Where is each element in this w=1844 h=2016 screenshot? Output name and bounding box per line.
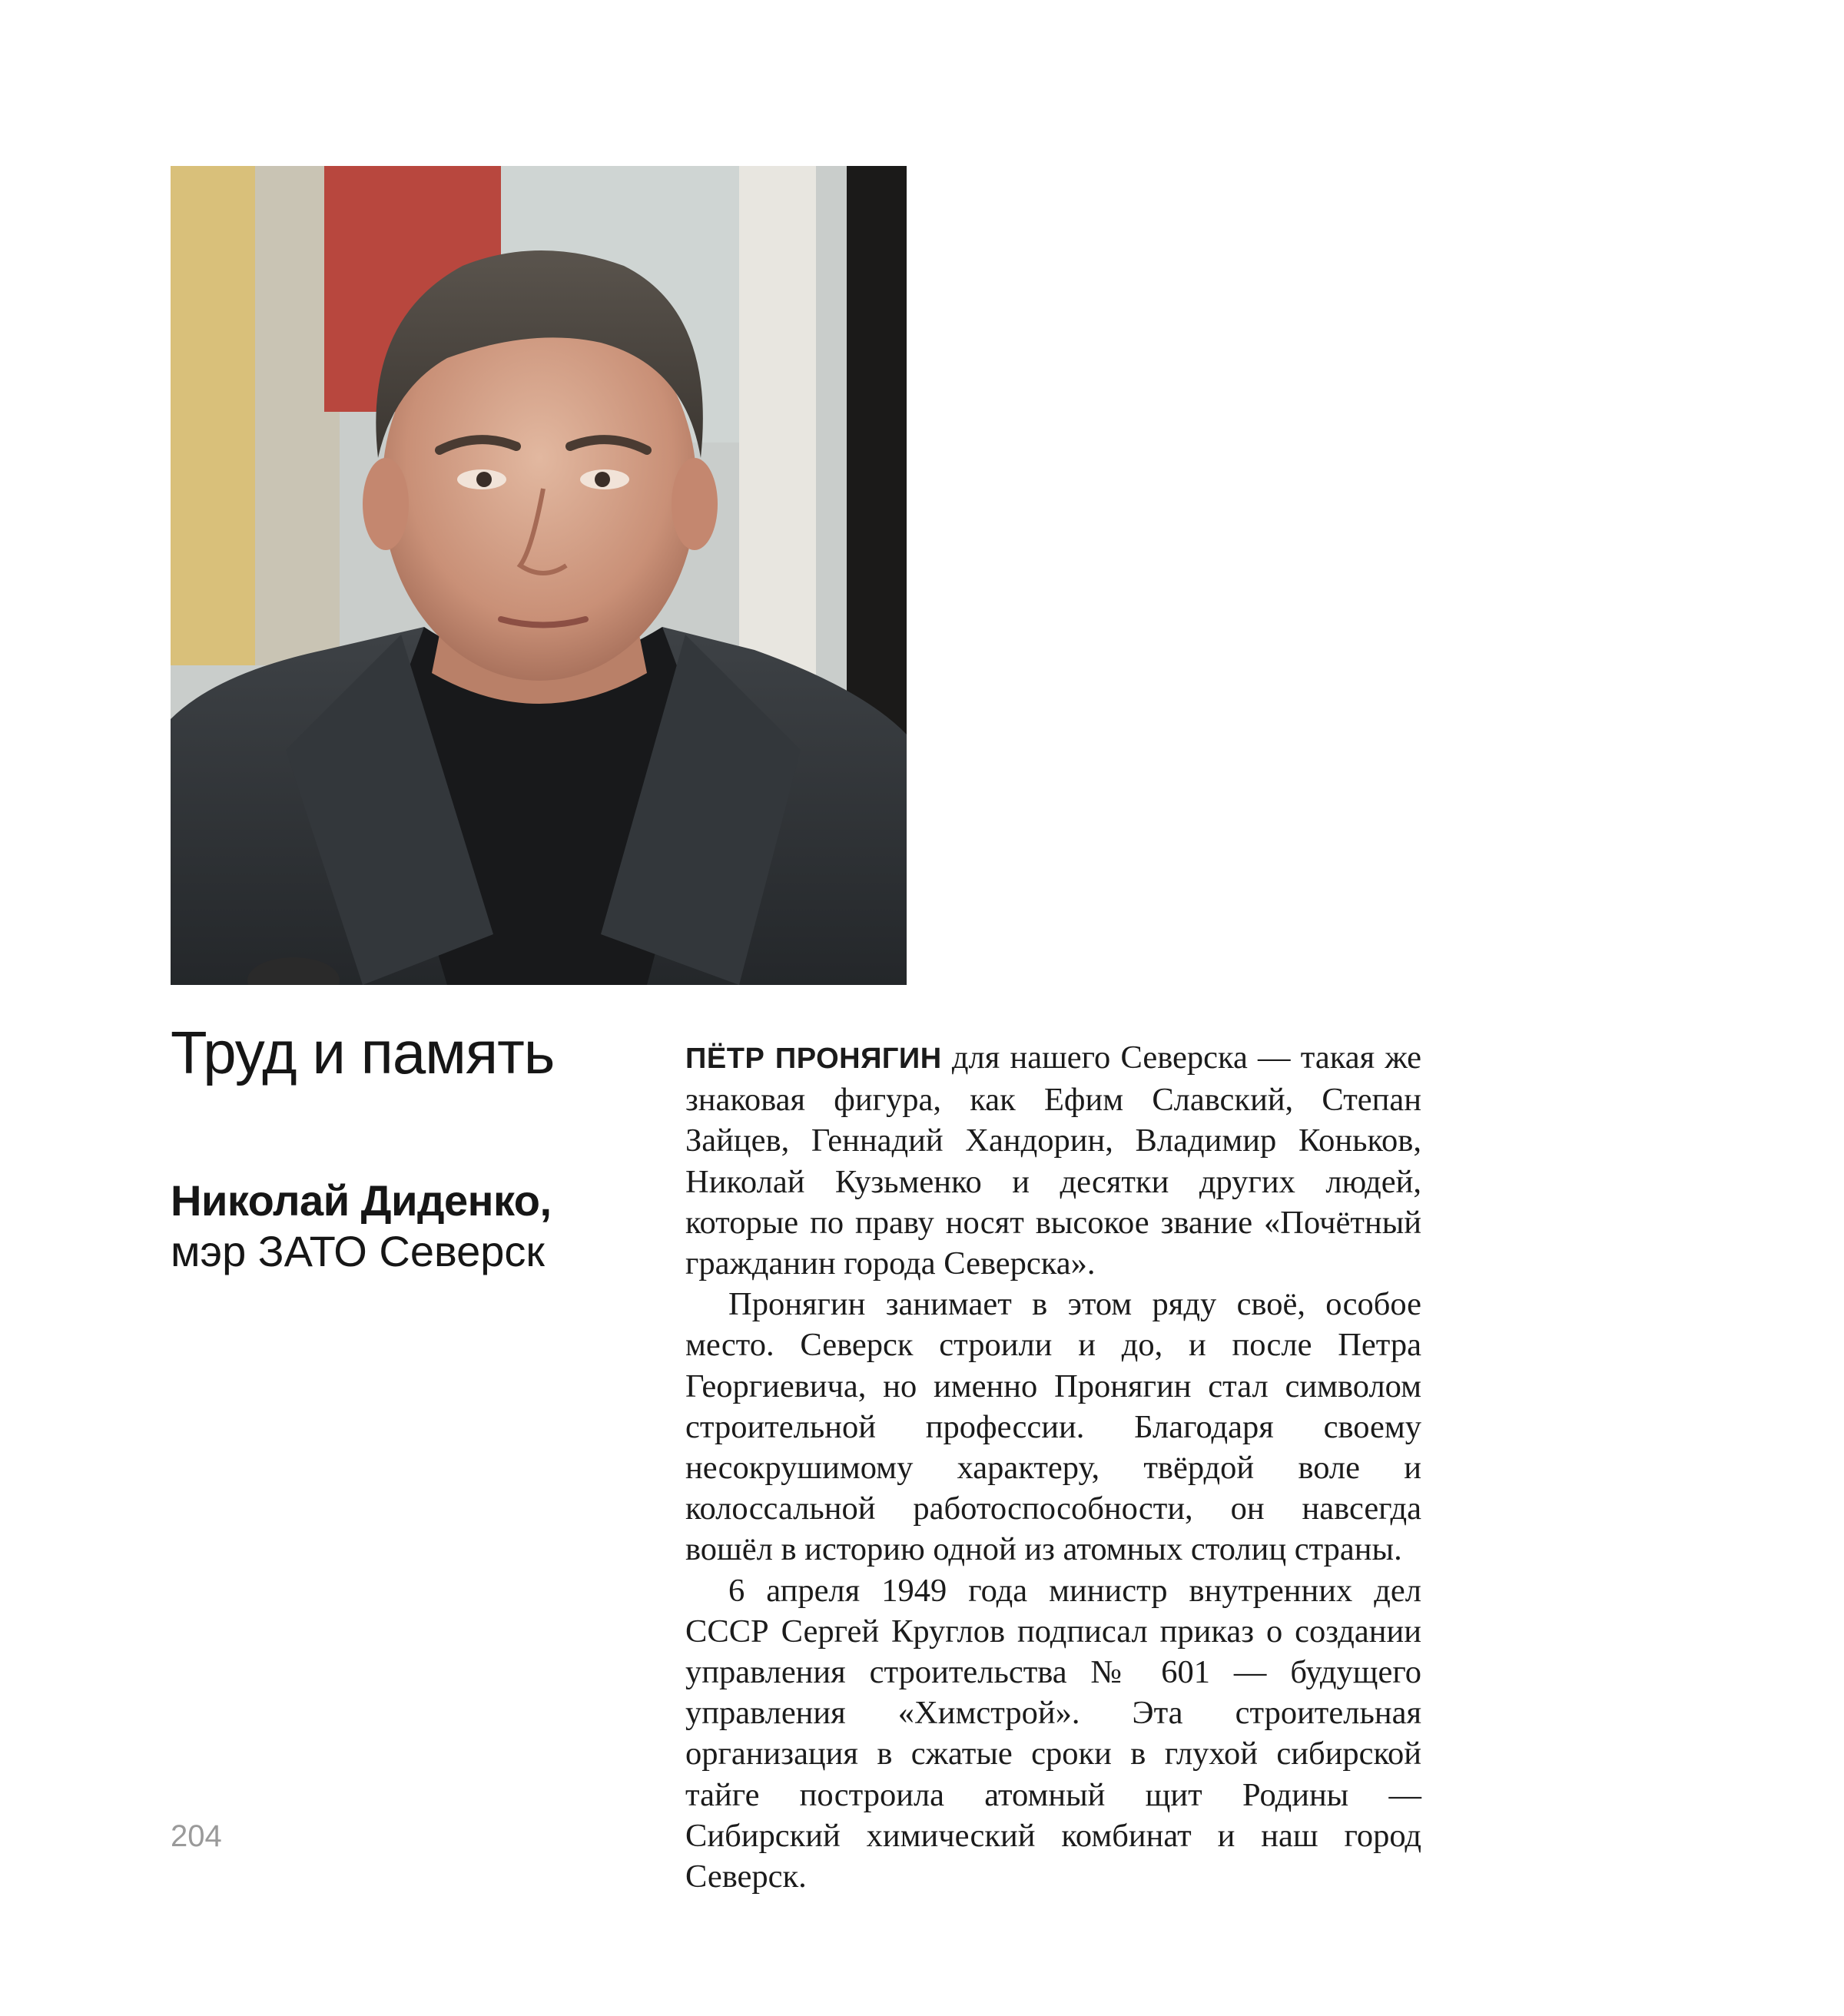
- article-paragraph-2: Пронягин занимает в этом ряду своё, особое место. Северск строили и до, и после Петра Георгиевича, но именно Пронягин стал символом строительной профессии. Благодаря своему несокрушимому характеру, твёрдой воле и колоссальной работоспособности, он навсегда вошёл в историю одной из атомных столиц страны.: [685, 1286, 1421, 1568]
- author-name: Николай Диденко,: [171, 1176, 552, 1225]
- paragraph-1-text: для нашего Северска — такая же знаковая фигура, как Ефим Славский, Степан Зайцев, Геннадий Хандорин, Владимир Коньков, Николай Кузьменко и десятки других людей, которые по праву носят высокое звание «Почётный гражданин города Северска».: [685, 1040, 1421, 1282]
- portrait-photo: [171, 166, 907, 985]
- section-title: Труд и память: [171, 1019, 555, 1086]
- article-paragraph-1: [685, 1037, 1421, 1284]
- lead-name: ПЁТР ПРОНЯГИН: [685, 1043, 942, 1075]
- author-role: мэр ЗАТО Северск: [171, 1227, 545, 1275]
- author-block: [171, 1175, 662, 1277]
- page-number: 204: [171, 1819, 222, 1853]
- portrait-illustration: [171, 166, 907, 985]
- article-paragraph-3: 6 апреля 1949 года министр внутренних дел СССР Сергей Круглов подписал приказ о создании управления строительства № 601 — будущего управления «Химстрой». Эта строительная организация в сжатые сроки в глухой сибирской тайге построила атомный щит Родины — Сибирский химический комбинат и наш город Северск.: [685, 1572, 1421, 1895]
- article-text: [685, 1037, 1421, 1897]
